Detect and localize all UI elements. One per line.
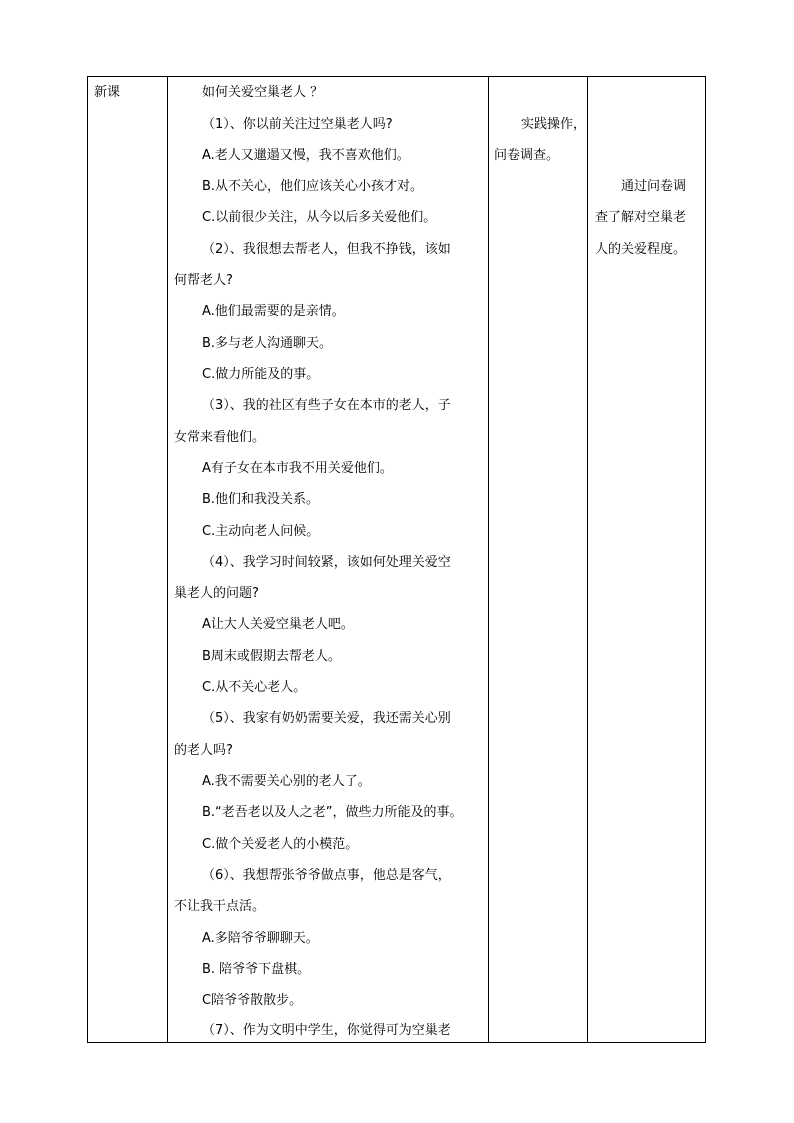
purpose-line: 查了解对空巢老 bbox=[595, 210, 687, 225]
section-label: 新课 bbox=[94, 85, 121, 100]
activity-cell bbox=[488, 77, 587, 1042]
content-line: 何帮老人? bbox=[174, 273, 233, 288]
content-line: B. 陪爷爷下盘棋。 bbox=[202, 962, 311, 977]
content-line: （6）、我想帮张爷爷做点事，他总是客气， bbox=[202, 868, 451, 883]
content-line: C.做力所能及的事。 bbox=[202, 367, 320, 382]
content-line: 的老人吗? bbox=[174, 743, 233, 758]
content-line: A.多陪爷爷聊聊天。 bbox=[202, 931, 319, 946]
section-cell bbox=[88, 77, 168, 1042]
purpose-line: 通过问卷调 bbox=[621, 179, 687, 194]
activity-line: 问卷调查。 bbox=[494, 148, 560, 163]
content-line: A.老人又邋遢又慢，我不喜欢他们。 bbox=[202, 148, 410, 163]
content-line: 女常来看他们。 bbox=[174, 430, 266, 445]
content-line: 如何关爱空巢老人 ？ bbox=[202, 85, 324, 100]
content-line: A有子女在本市我不用关爱他们。 bbox=[202, 461, 393, 476]
content-line: A让大人关爱空巢老人吧。 bbox=[202, 617, 354, 632]
content-line: B.多与老人沟通聊天。 bbox=[202, 336, 333, 351]
purpose-cell bbox=[587, 77, 706, 1042]
content-line: A.我不需要关心别的老人了。 bbox=[202, 774, 371, 789]
content-line: 巢老人的问题? bbox=[174, 586, 259, 601]
content-line: （7）、作为文明中学生，你觉得可为空巢老 bbox=[202, 1023, 451, 1038]
content-line: （3）、我的社区有些子女在本市的老人，子 bbox=[202, 398, 451, 413]
content-line: 不让我干点活。 bbox=[174, 899, 266, 914]
content-line: （5）、我家有奶奶需要关爱，我还需关心别 bbox=[202, 711, 451, 726]
content-line: C.做个关爱老人的小模范。 bbox=[202, 837, 359, 852]
content-line: C.从不关心老人。 bbox=[202, 680, 307, 695]
lesson-table bbox=[87, 76, 706, 1043]
content-line: B.他们和我没关系。 bbox=[202, 492, 320, 507]
content-line: C.以前很少关注，从今以后多关爱他们。 bbox=[202, 210, 437, 225]
content-line: （1）、你以前关注过空巢老人吗? bbox=[202, 117, 393, 132]
purpose-line: 人的关爱程度。 bbox=[595, 242, 687, 257]
activity-line: 实践操作， bbox=[521, 117, 587, 132]
content-line: （2）、我很想去帮老人，但我不挣钱，该如 bbox=[202, 242, 451, 257]
content-line: C.主动向老人问候。 bbox=[202, 524, 320, 539]
content-line: A.他们最需要的是亲情。 bbox=[202, 304, 345, 319]
content-line: C陪爷爷散散步。 bbox=[202, 993, 303, 1008]
content-line: B.从不关心，他们应该关心小孩才对。 bbox=[202, 179, 424, 194]
content-line: B周末或假期去帮老人。 bbox=[202, 649, 341, 664]
content-cell bbox=[168, 77, 488, 1042]
content-line: （4）、我学习时间较紧，该如何处理关爱空 bbox=[202, 555, 451, 570]
content-line: B.“老吾老以及人之老”，做些力所能及的事。 bbox=[202, 805, 463, 820]
